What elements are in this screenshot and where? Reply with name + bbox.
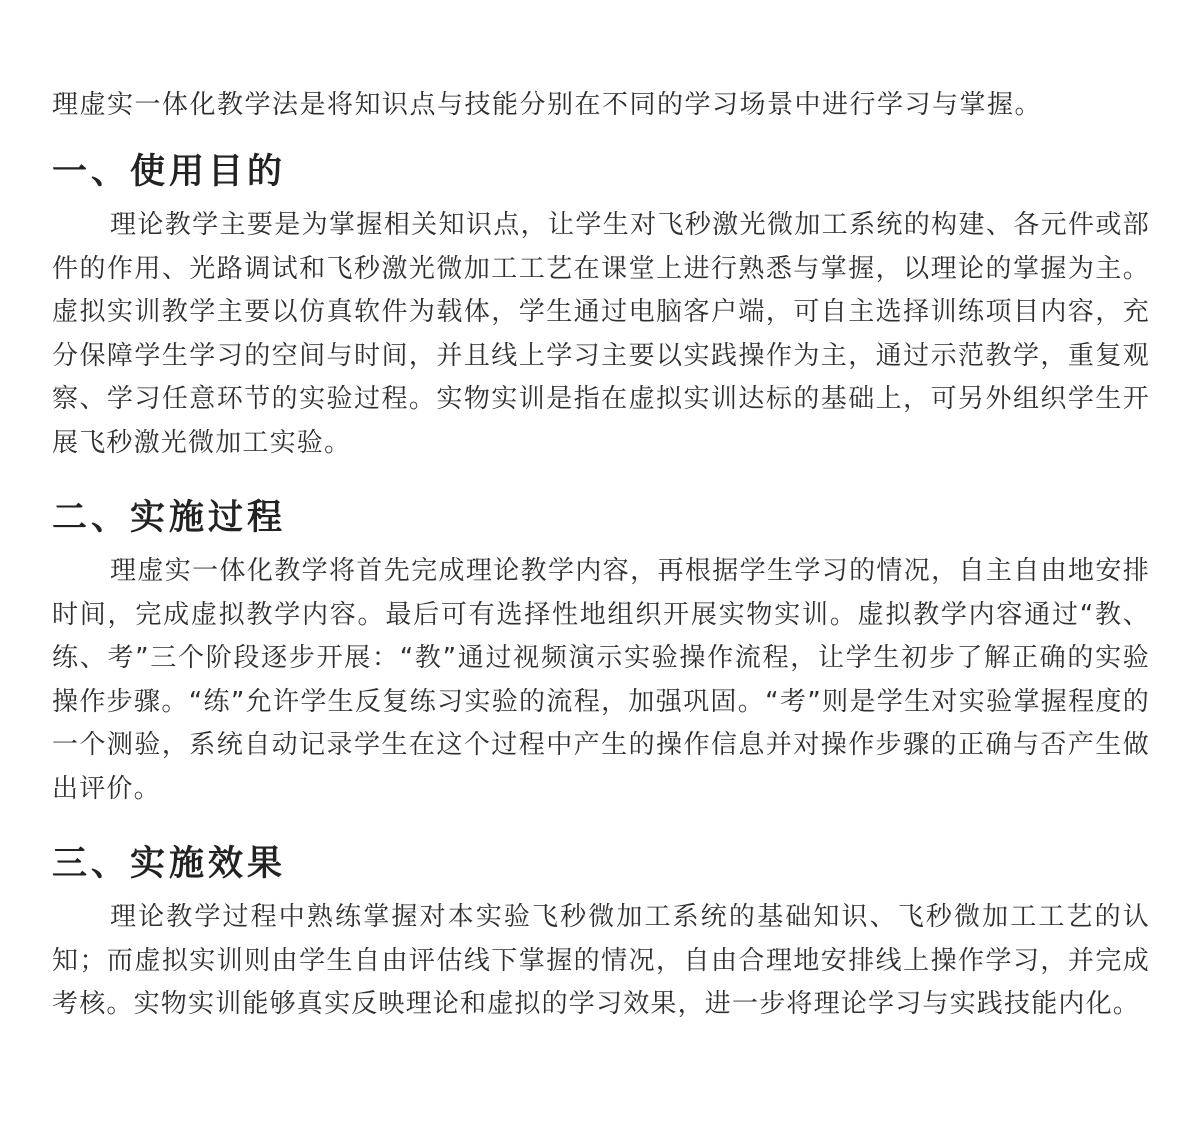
section-heading: 一、使用目的 — [52, 152, 287, 192]
section-process — [52, 494, 1150, 811]
section-body: 理论教学主要是为掌握相关知识点，让学生对飞秒激光微加工系统的构建、各元件或部件的作用、光路调试和飞秒激光微加工工艺在课堂上进行熟悉与掌握，以理论的掌握为主。虚拟实训教学主要以仿真软件为载体，学生通过电脑客户端，可自主选择训练项目内容，充分保障学生学习的空间与时间，并且线上学习主要以实践操作为主，通过示范教学，重复观察、学习任意环节的实验过程。实物实训是指在虚拟实训达标的基础上，可另外组织学生开展飞秒激光微加工实验。 — [52, 210, 1150, 458]
section-body: 理论教学过程中熟练掌握对本实验飞秒微加工系统的基础知识、飞秒微加工工艺的认知；而虚拟实训则由学生自由评估线下掌握的情况，自由合理地安排线上操作学习，并完成考核。实物实训能够真实反映理论和虚拟的学习效果，进一步将理论学习与实践技能内化。 — [52, 902, 1150, 1019]
section-effect — [52, 840, 1150, 1027]
intro-paragraph: 理虚实一体化教学法是将知识点与技能分别在不同的学习场景中进行学习与掌握。 — [52, 90, 1043, 120]
section-body: 理虚实一体化教学将首先完成理论教学内容，再根据学生学习的情况，自主自由地安排时间，完成虚拟教学内容。最后可有选择性地组织开展实物实训。虚拟教学内容通过“教、练、考”三个阶段逐步开展：“教”通过视频演示实验操作流程，让学生初步了解正确的实验操作步骤。“练”允许学生反复练习实验的流程，加强巩固。“考”则是学生对实验掌握程度的一个测验，系统自动记录学生在这个过程中产生的操作信息并对操作步骤的正确与否产生做出评价。 — [52, 556, 1150, 804]
section-heading: 二、实施过程 — [52, 498, 287, 538]
section-heading: 三、实施效果 — [52, 844, 287, 884]
section-purpose — [52, 148, 1150, 465]
